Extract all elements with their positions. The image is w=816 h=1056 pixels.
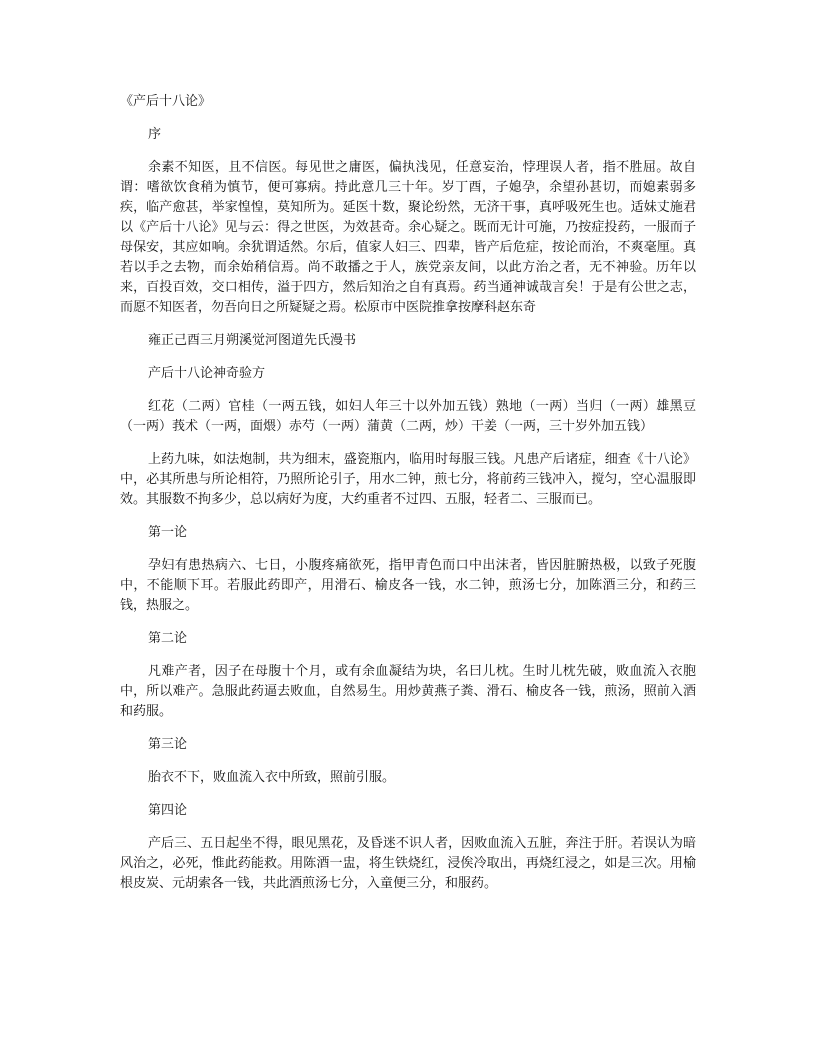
section-text-1: 孕妇有患热病六、七日，小腹疼痛欲死，指甲青色而口中出沫者，皆因脏腑热极，以致子死腹中，不能顺下耳。若服此药即产，用滑石、榆皮各一钱，水二钟，煎汤七分，加陈酒三分，和药三钱，热服之。 [120,558,696,613]
preface-paragraph: 余素不知医，且不信医。每见世之庸医，偏执浅见，任意妄治，悖理误人者，指不胜屈。故自谓：嗜欲饮食稍为慎节，便可寡病。持此意几三十年。岁丁酉，子媳孕，余望孙甚切，而媳素弱多疾，临产愈甚，举家惶惶，莫知所为。延医十数，聚论纷然，无济干事，真呼吸死生也。适妹丈施君以《产后十八论》见与云：得之世医，为效甚奇。余心疑之。既而无计可施，乃按症投药，一服而子母保安，其应如响。余犹谓适然。尔后，值家人妇三、四辈，皆产后危症，按论而治，不爽毫厘。真若以手之去物，而余始稍信焉。尚不敢播之于人，族党亲友间，以此方治之者，无不神验。历年以来，百投百效，交口相传，溢于四方，然后知治之自有真焉。药当通神诚哉言矣！于是有公世之志，而愿不知医者，勿吾向日之所疑疑之焉。松原市中医院推拿按摩科赵东奇 [120,160,696,315]
section-heading-1: 第一论 [148,525,188,540]
section-heading-3: 第三论 [148,737,188,752]
section-heading-2: 第二论 [148,631,188,646]
section-text-4: 产后三、五日起坐不得，眼见黑花，及昏迷不识人者，因败血流入五脏，奔注于肝。若误认为暗风治之，必死，惟此药能救。用陈酒一盅，将生铁烧红，浸俟冷取出，再烧红浸之，如是三次。用榆根皮炭、元胡索各一钱，共此酒煎汤七分，入童便三分，和服药。 [120,836,696,891]
preparation-paragraph: 上药九味，如法炮制，共为细末，盛瓷瓶内，临用时每服三钱。凡患产后诸症，细查《十八论》中，必其所患与所论相符，乃照所论引子，用水二钟，煎七分，将前药三钱冲入，搅匀，空心温服即效。其服数不拘多少，总以病好为度，大约重者不过四、五服，轻者二、三服而已。 [120,452,696,507]
formula-heading: 产后十八论神奇验方 [148,366,266,381]
document-page [120,92,696,907]
document-title: 《产后十八论》 [120,94,212,109]
date-line: 雍正己酉三月朔溪觉河图道先氏漫书 [148,333,357,348]
section-text-3: 胎衣不下，败血流入衣中所致，照前引服。 [148,770,396,785]
ingredients-paragraph: 红花（二两）官桂（一两五钱，如妇人年三十以外加五钱）熟地（一两）当归（一两）雄黑豆（一两）莪术（一两，面煨）赤芍（一两）蒲黄（二两，炒）干姜（一两，三十岁外加五钱） [120,399,696,434]
section-text-2: 凡难产者，因子在母腹十个月，或有余血凝结为块，名曰儿枕。生时儿枕先破，败血流入衣胞中，所以难产。急服此药逼去败血，自然易生。用炒黄燕子粪、滑石、榆皮各一钱，煎汤，照前入酒和药服。 [120,664,696,719]
section-heading-4: 第四论 [148,803,188,818]
preface-heading: 序 [148,127,162,142]
